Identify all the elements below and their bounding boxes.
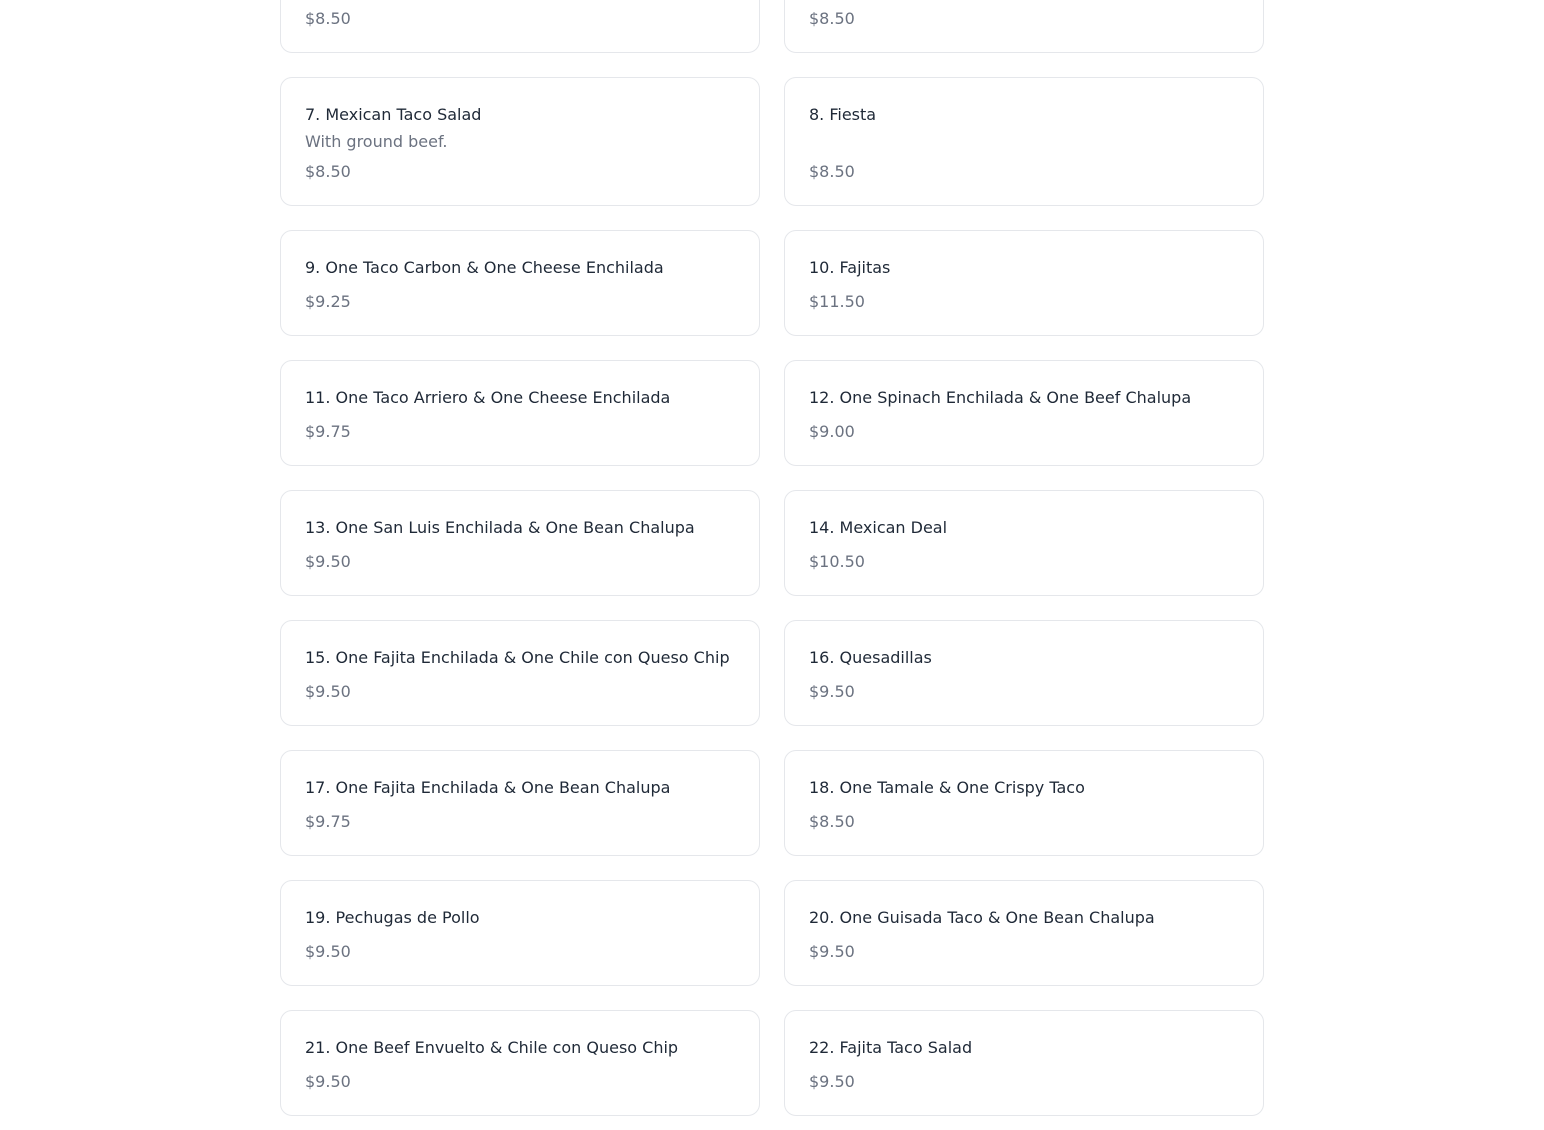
menu-item-price: $11.50 <box>809 292 865 311</box>
menu-item-price: $9.25 <box>305 292 351 311</box>
menu-item-name: 16. Quesadillas <box>809 648 932 667</box>
menu-item-name: 18. One Tamale & One Crispy Taco <box>809 778 1085 797</box>
menu-item-card[interactable] <box>784 750 1264 856</box>
menu-item-name: 22. Fajita Taco Salad <box>809 1038 973 1057</box>
menu-item-card[interactable] <box>280 230 760 336</box>
menu-item-price: $9.50 <box>305 552 351 571</box>
menu-item-price: $9.50 <box>305 942 351 961</box>
menu-item-name: 11. One Taco Arriero & One Cheese Enchilada <box>305 388 671 407</box>
menu-item-price: $8.50 <box>809 9 855 28</box>
menu-item-price: $9.00 <box>809 422 855 441</box>
menu-item-price: $9.50 <box>305 682 351 701</box>
menu-item-card[interactable] <box>784 490 1264 596</box>
menu-item-name: 13. One San Luis Enchilada & One Bean Chalupa <box>305 518 695 537</box>
menu-item-card[interactable] <box>280 360 760 466</box>
menu-item-card[interactable] <box>784 360 1264 466</box>
menu-item-card[interactable] <box>280 77 760 206</box>
menu-item-price: $10.50 <box>809 552 865 571</box>
menu-item-card[interactable] <box>280 750 760 856</box>
menu-item-name: 7. Mexican Taco Salad <box>305 105 482 124</box>
menu-item-price: $8.50 <box>305 162 351 181</box>
menu-item-name: 20. One Guisada Taco & One Bean Chalupa <box>809 908 1155 927</box>
menu-item-card[interactable] <box>784 0 1264 53</box>
menu-item-price: $9.50 <box>809 942 855 961</box>
menu-item-price: $9.75 <box>305 422 351 441</box>
menu-item-description: With ground beef. <box>305 132 448 151</box>
menu-item-price: $9.75 <box>305 812 351 831</box>
menu-item-name: 17. One Fajita Enchilada & One Bean Chalupa <box>305 778 671 797</box>
menu-item-card[interactable] <box>280 0 760 53</box>
menu-item-name: 15. One Fajita Enchilada & One Chile con Queso Chip <box>305 648 730 667</box>
menu-item-card[interactable] <box>280 620 760 726</box>
menu-item-price: $9.50 <box>305 1072 351 1091</box>
menu-item-name: 19. Pechugas de Pollo <box>305 908 480 927</box>
menu-item-card[interactable] <box>784 77 1264 206</box>
menu-item-card[interactable] <box>280 880 760 986</box>
menu-item-card[interactable] <box>784 1010 1264 1116</box>
menu-item-description <box>809 130 1239 154</box>
menu-grid <box>280 0 1264 1116</box>
menu-item-card[interactable] <box>280 1010 760 1116</box>
menu-item-price: $9.50 <box>809 682 855 701</box>
menu-item-name: 10. Fajitas <box>809 258 891 277</box>
menu-item-price: $8.50 <box>809 162 855 181</box>
menu-item-card[interactable] <box>784 620 1264 726</box>
menu-item-name: 14. Mexican Deal <box>809 518 948 537</box>
menu-item-name: 9. One Taco Carbon & One Cheese Enchilada <box>305 258 664 277</box>
menu-item-name: 21. One Beef Envuelto & Chile con Queso Chip <box>305 1038 679 1057</box>
menu-item-card[interactable] <box>784 880 1264 986</box>
menu-item-price: $9.50 <box>809 1072 855 1091</box>
menu-item-price: $8.50 <box>809 812 855 831</box>
menu-item-card[interactable] <box>280 490 760 596</box>
menu-item-card[interactable] <box>784 230 1264 336</box>
menu-item-name: 8. Fiesta <box>809 105 877 124</box>
menu-item-price: $8.50 <box>305 9 351 28</box>
menu-item-name: 12. One Spinach Enchilada & One Beef Chalupa <box>809 388 1192 407</box>
